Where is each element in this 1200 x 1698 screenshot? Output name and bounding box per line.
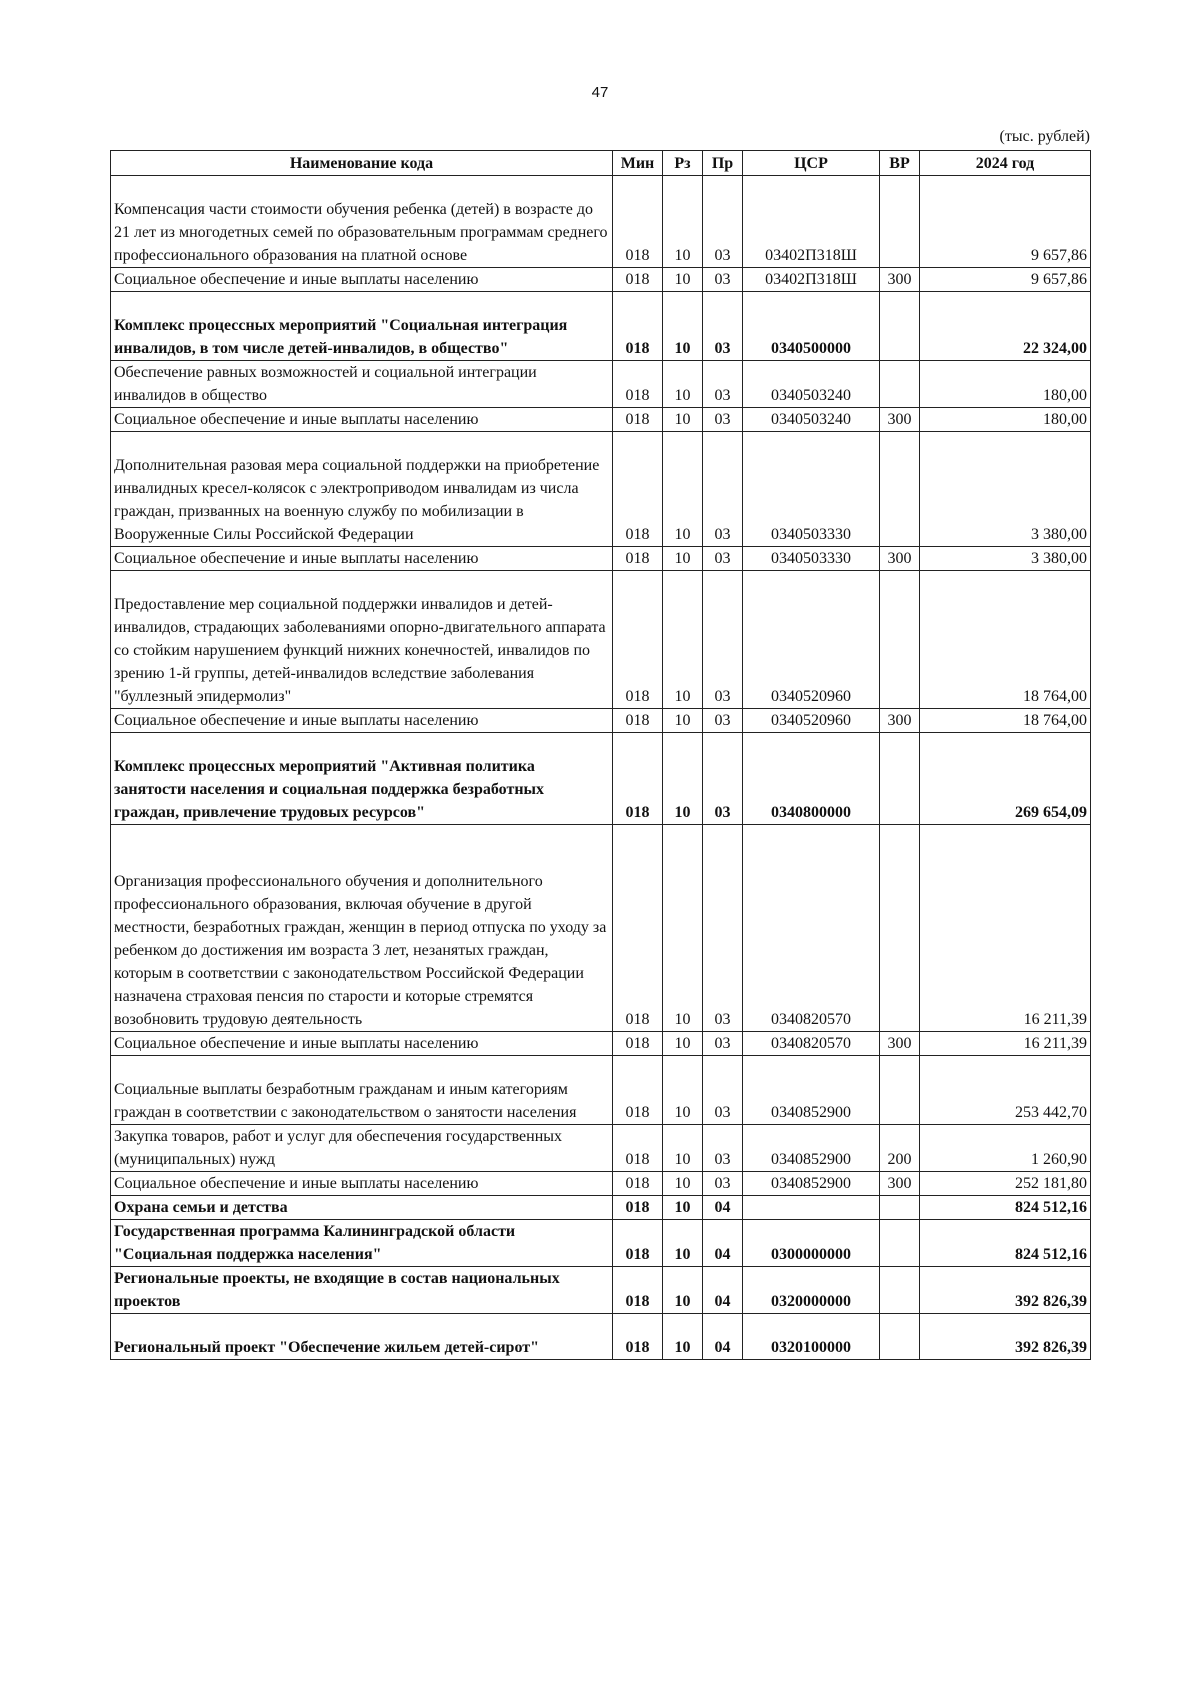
row-name: Комплекс процессных мероприятий "Активная политика занятости населения и социальная поддержка безработных граждан, привлечение трудовых ресурсов" xyxy=(111,733,613,825)
row-amount: 392 826,39 xyxy=(920,1314,1091,1360)
row-csr: 0340852900 xyxy=(743,1056,880,1125)
row-vr xyxy=(880,432,920,547)
table-row xyxy=(111,361,1091,408)
row-csr: 0300000000 xyxy=(743,1220,880,1267)
row-rz: 10 xyxy=(663,1314,703,1360)
row-name: Закупка товаров, работ и услуг для обеспечения государственных (муниципальных) нужд xyxy=(111,1125,613,1172)
header-rz: Рз xyxy=(663,151,703,176)
row-min: 018 xyxy=(613,176,663,268)
row-min: 018 xyxy=(613,292,663,361)
row-csr: 0340520960 xyxy=(743,571,880,709)
row-amount: 9 657,86 xyxy=(920,268,1091,292)
row-vr: 300 xyxy=(880,1172,920,1196)
row-name: Организация профессионального обучения и дополнительного профессионального образования, включая обучение в другой местности, безработных граждан, женщин в период отпуска по уходу за ребенком до достижения им возраста 3 лет, незанятых граждан, которым в соответствии с законодательством Российской Федерации назначена страховая пенсия по старости и которые стремятся возобновить трудовую деятельность xyxy=(111,825,613,1032)
row-min: 018 xyxy=(613,1172,663,1196)
row-min: 018 xyxy=(613,1196,663,1220)
row-rz: 10 xyxy=(663,1220,703,1267)
row-amount: 9 657,86 xyxy=(920,176,1091,268)
row-vr: 300 xyxy=(880,547,920,571)
row-min: 018 xyxy=(613,432,663,547)
table-row xyxy=(111,825,1091,1032)
row-amount: 180,00 xyxy=(920,361,1091,408)
row-csr: 0320100000 xyxy=(743,1314,880,1360)
row-amount: 22 324,00 xyxy=(920,292,1091,361)
row-name: Социальное обеспечение и иные выплаты населению xyxy=(111,1172,613,1196)
row-csr: 03402П318Ш xyxy=(743,176,880,268)
row-name: Комплекс процессных мероприятий "Социальная интеграция инвалидов, в том числе детей-инвалидов, в общество" xyxy=(111,292,613,361)
row-pr: 03 xyxy=(703,1125,743,1172)
row-min: 018 xyxy=(613,268,663,292)
budget-table xyxy=(110,150,1091,1360)
row-rz: 10 xyxy=(663,361,703,408)
row-min: 018 xyxy=(613,709,663,733)
row-pr: 04 xyxy=(703,1267,743,1314)
row-vr xyxy=(880,1220,920,1267)
header-amount: 2024 год xyxy=(920,151,1091,176)
row-name: Социальное обеспечение и иные выплаты населению xyxy=(111,547,613,571)
row-min: 018 xyxy=(613,825,663,1032)
row-name: Государственная программа Калининградской области "Социальная поддержка населения" xyxy=(111,1220,613,1267)
row-vr xyxy=(880,176,920,268)
row-vr xyxy=(880,1314,920,1360)
row-vr xyxy=(880,361,920,408)
row-min: 018 xyxy=(613,1220,663,1267)
row-rz: 10 xyxy=(663,432,703,547)
row-csr: 0340820570 xyxy=(743,825,880,1032)
table-row xyxy=(111,1196,1091,1220)
row-min: 018 xyxy=(613,408,663,432)
row-vr xyxy=(880,1196,920,1220)
row-csr: 03402П318Ш xyxy=(743,268,880,292)
row-pr: 03 xyxy=(703,709,743,733)
table-row xyxy=(111,1314,1091,1360)
row-csr: 0340520960 xyxy=(743,709,880,733)
row-csr: 0340800000 xyxy=(743,733,880,825)
row-rz: 10 xyxy=(663,1125,703,1172)
row-vr xyxy=(880,1056,920,1125)
table-row xyxy=(111,432,1091,547)
row-amount: 3 380,00 xyxy=(920,547,1091,571)
table-row xyxy=(111,1172,1091,1196)
row-pr: 03 xyxy=(703,268,743,292)
row-rz: 10 xyxy=(663,1196,703,1220)
row-vr xyxy=(880,571,920,709)
header-pr: Пр xyxy=(703,151,743,176)
table-row xyxy=(111,733,1091,825)
row-min: 018 xyxy=(613,1032,663,1056)
row-rz: 10 xyxy=(663,176,703,268)
row-pr: 03 xyxy=(703,1172,743,1196)
row-vr: 300 xyxy=(880,408,920,432)
row-pr: 03 xyxy=(703,547,743,571)
row-pr: 03 xyxy=(703,733,743,825)
row-pr: 03 xyxy=(703,825,743,1032)
row-pr: 04 xyxy=(703,1196,743,1220)
row-rz: 10 xyxy=(663,292,703,361)
row-amount: 824 512,16 xyxy=(920,1220,1091,1267)
row-pr: 03 xyxy=(703,571,743,709)
row-csr: 0340503330 xyxy=(743,547,880,571)
row-csr: 0340852900 xyxy=(743,1125,880,1172)
row-rz: 10 xyxy=(663,547,703,571)
row-name: Социальные выплаты безработным гражданам и иным категориям граждан в соответствии с законодательством о занятости населения xyxy=(111,1056,613,1125)
row-csr: 0340852900 xyxy=(743,1172,880,1196)
row-amount: 269 654,09 xyxy=(920,733,1091,825)
row-csr: 0340503330 xyxy=(743,432,880,547)
row-vr xyxy=(880,733,920,825)
row-amount: 824 512,16 xyxy=(920,1196,1091,1220)
table-row xyxy=(111,1267,1091,1314)
row-rz: 10 xyxy=(663,268,703,292)
row-rz: 10 xyxy=(663,1032,703,1056)
row-rz: 10 xyxy=(663,571,703,709)
header-csr: ЦСР xyxy=(743,151,880,176)
row-pr: 03 xyxy=(703,1056,743,1125)
table-row xyxy=(111,1125,1091,1172)
row-amount: 18 764,00 xyxy=(920,571,1091,709)
row-amount: 392 826,39 xyxy=(920,1267,1091,1314)
row-min: 018 xyxy=(613,733,663,825)
row-vr: 200 xyxy=(880,1125,920,1172)
row-min: 018 xyxy=(613,1125,663,1172)
table-row xyxy=(111,1220,1091,1267)
row-pr: 03 xyxy=(703,1032,743,1056)
row-rz: 10 xyxy=(663,1056,703,1125)
header-vr: ВР xyxy=(880,151,920,176)
row-min: 018 xyxy=(613,571,663,709)
table-row xyxy=(111,1032,1091,1056)
row-pr: 03 xyxy=(703,292,743,361)
row-vr: 300 xyxy=(880,268,920,292)
row-name: Обеспечение равных возможностей и социальной интеграции инвалидов в общество xyxy=(111,361,613,408)
row-amount: 1 260,90 xyxy=(920,1125,1091,1172)
row-name: Предоставление мер социальной поддержки инвалидов и детей-инвалидов, страдающих заболеваниями опорно-двигательного аппарата со стойким нарушением функций нижних конечностей, инвалидов по зрению 1-й группы, детей-инвалидов вследствие заболевания "буллезный эпидермолиз" xyxy=(111,571,613,709)
row-csr: 0340503240 xyxy=(743,408,880,432)
row-vr: 300 xyxy=(880,1032,920,1056)
row-amount: 18 764,00 xyxy=(920,709,1091,733)
table-row xyxy=(111,709,1091,733)
row-rz: 10 xyxy=(663,825,703,1032)
row-name: Компенсация части стоимости обучения ребенка (детей) в возрасте до 21 лет из многодетных семей по образовательным программам среднего профессионального образования на платной основе xyxy=(111,176,613,268)
row-name: Социальное обеспечение и иные выплаты населению xyxy=(111,408,613,432)
row-name: Социальное обеспечение и иные выплаты населению xyxy=(111,1032,613,1056)
row-pr: 03 xyxy=(703,361,743,408)
row-name: Охрана семьи и детства xyxy=(111,1196,613,1220)
table-row xyxy=(111,292,1091,361)
row-name: Социальное обеспечение и иные выплаты населению xyxy=(111,268,613,292)
row-rz: 10 xyxy=(663,733,703,825)
row-amount: 253 442,70 xyxy=(920,1056,1091,1125)
row-vr xyxy=(880,1267,920,1314)
row-min: 018 xyxy=(613,361,663,408)
row-rz: 10 xyxy=(663,709,703,733)
row-amount: 16 211,39 xyxy=(920,1032,1091,1056)
row-name: Социальное обеспечение и иные выплаты населению xyxy=(111,709,613,733)
row-vr xyxy=(880,825,920,1032)
table-row xyxy=(111,547,1091,571)
row-name: Дополнительная разовая мера социальной поддержки на приобретение инвалидных кресел-колясок с электроприводом инвалидам из числа граждан, призванных на военную службу по мобилизации в Вооруженные Силы Российской Федерации xyxy=(111,432,613,547)
page-number: 47 xyxy=(591,84,609,101)
row-csr: 0340500000 xyxy=(743,292,880,361)
row-min: 018 xyxy=(613,1314,663,1360)
row-amount: 252 181,80 xyxy=(920,1172,1091,1196)
table-row xyxy=(111,571,1091,709)
row-pr: 03 xyxy=(703,408,743,432)
table-row xyxy=(111,1056,1091,1125)
row-csr: 0320000000 xyxy=(743,1267,880,1314)
row-pr: 04 xyxy=(703,1220,743,1267)
row-name: Региональные проекты, не входящие в состав национальных проектов xyxy=(111,1267,613,1314)
row-min: 018 xyxy=(613,1056,663,1125)
row-amount: 3 380,00 xyxy=(920,432,1091,547)
units-label: (тыс. рублей) xyxy=(999,128,1090,145)
table-row xyxy=(111,176,1091,268)
header-name: Наименование кода xyxy=(111,151,613,176)
row-rz: 10 xyxy=(663,408,703,432)
table-row xyxy=(111,268,1091,292)
table-row xyxy=(111,408,1091,432)
row-pr: 03 xyxy=(703,432,743,547)
row-amount: 180,00 xyxy=(920,408,1091,432)
row-csr xyxy=(743,1196,880,1220)
row-csr: 0340820570 xyxy=(743,1032,880,1056)
row-rz: 10 xyxy=(663,1267,703,1314)
row-csr: 0340503240 xyxy=(743,361,880,408)
row-rz: 10 xyxy=(663,1172,703,1196)
row-vr: 300 xyxy=(880,709,920,733)
row-amount: 16 211,39 xyxy=(920,825,1091,1032)
row-min: 018 xyxy=(613,547,663,571)
row-name: Региональный проект "Обеспечение жильем детей-сирот" xyxy=(111,1314,613,1360)
row-pr: 04 xyxy=(703,1314,743,1360)
row-min: 018 xyxy=(613,1267,663,1314)
header-min: Мин xyxy=(613,151,663,176)
row-vr xyxy=(880,292,920,361)
row-pr: 03 xyxy=(703,176,743,268)
table-header-row xyxy=(111,151,1091,176)
